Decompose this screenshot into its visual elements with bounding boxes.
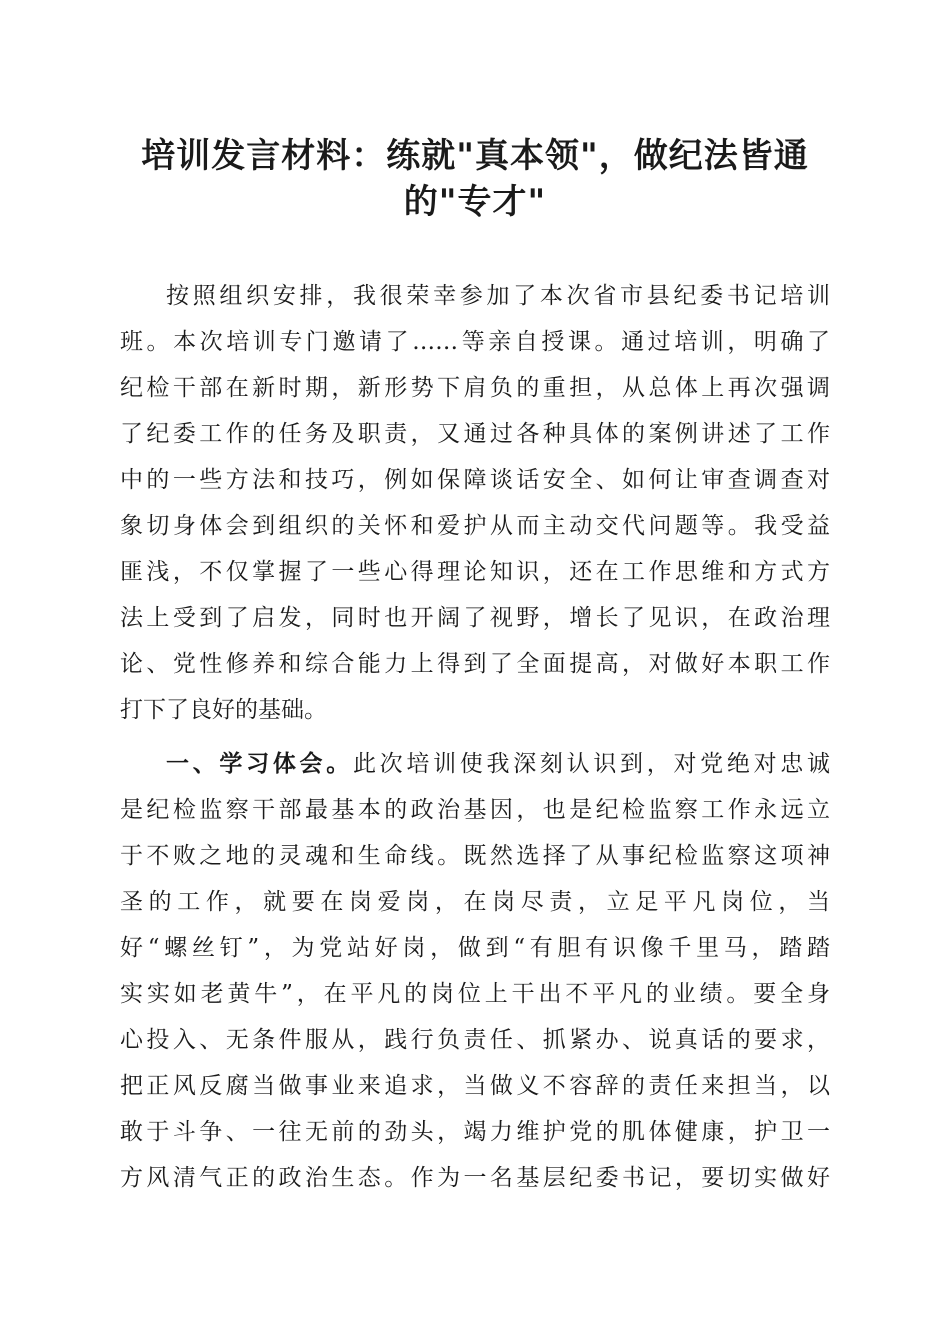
text-line: 好“螺丝钉”，为党站好岗，做到“有胆有识像千里马，踏踏 [120, 935, 830, 961]
section-1-first-line-text: 此次培训使我深刻认识到，对党绝对忠诚 [352, 751, 830, 777]
intro-paragraph [120, 273, 830, 733]
section-1-first-line [120, 741, 830, 787]
text-line: 纪检干部在新时期，新形势下肩负的重担，从总体上再次强调 [120, 375, 830, 401]
document-title [110, 133, 840, 225]
text-line: 实实如老黄牛”，在平凡的岗位上干出不平凡的业绩。要全身 [120, 981, 830, 1007]
title-line-2: 的"专才" [403, 182, 547, 222]
text-line: 敢于斗争、一往无前的劲头，竭力维护党的肌体健康，护卫一 [120, 1119, 830, 1145]
text-line: 法上受到了启发，同时也开阔了视野，增长了见识，在政治理 [120, 605, 830, 631]
text-line: 圣的工作，就要在岗爱岗，在岗尽责，立足平凡岗位，当 [120, 889, 830, 915]
text-line: 方风清气正的政治生态。作为一名基层纪委书记，要切实做好 [120, 1165, 830, 1191]
text-line: 了纪委工作的任务及职责，又通过各种具体的案例讲述了工作 [120, 421, 830, 447]
text-line: 匪浅，不仅掌握了一些心得理论知识，还在工作思维和方式方 [120, 559, 830, 585]
text-line: 论、党性修养和综合能力上得到了全面提高，对做好本职工作 [120, 651, 830, 677]
document-body [120, 273, 830, 1201]
section-1-heading: 一、学习体会。 [166, 750, 353, 777]
text-line: 班。本次培训专门邀请了……等亲自授课。通过培训，明确了 [120, 329, 830, 355]
text-line: 把正风反腐当做事业来追求，当做义不容辞的责任来担当，以 [120, 1073, 830, 1099]
text-line: 中的一些方法和技巧，例如保障谈话安全、如何让审查调查对 [120, 467, 830, 493]
text-line: 按照组织安排，我很荣幸参加了本次省市县纪委书记培训 [166, 283, 830, 309]
title-line-1: 培训发言材料：练就"真本领"，做纪法皆通 [141, 136, 809, 176]
text-line: 于不败之地的灵魂和生命线。既然选择了从事纪检监察这项神 [120, 843, 830, 869]
section-1-paragraph [120, 741, 830, 1201]
text-line: 打下了良好的基础。 [120, 697, 327, 723]
text-line: 心投入、无条件服从，践行负责任、抓紧办、说真话的要求， [120, 1027, 830, 1053]
text-line: 是纪检监察干部最基本的政治基因，也是纪检监察工作永远立 [120, 797, 830, 823]
text-line: 象切身体会到组织的关怀和爱护从而主动交代问题等。我受益 [120, 513, 830, 539]
